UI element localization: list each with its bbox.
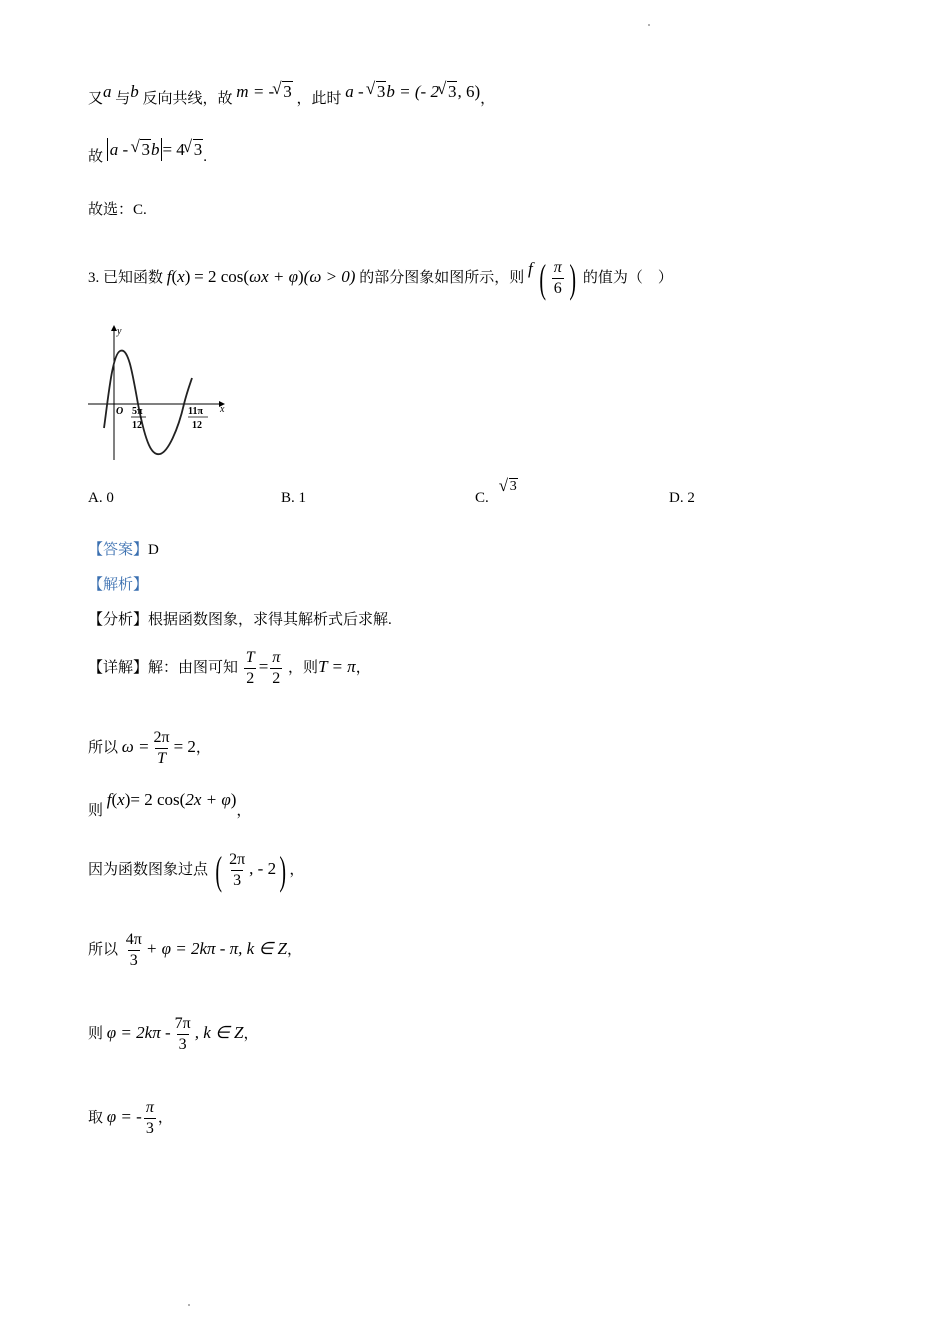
x-axis-label: x xyxy=(220,404,225,415)
question-3: 3. 已知函数 f(x) = 2 cos(ωx + φ)(ω > 0) 的部分图象如图所示，则 f ( $\frac{\pi}{6}$ ) 的值为（ ） xyxy=(88,255,673,301)
fenxi-line: 【分析】根据函数图象，求得其解析式后求解. xyxy=(88,612,392,628)
option-b: B. 1 xyxy=(281,490,307,506)
option-d: D. 2 xyxy=(669,490,695,506)
analysis-label: 【解析】 xyxy=(88,577,149,593)
y-axis-label: y xyxy=(117,326,122,337)
line-collinear: 又a 与b 反向共线，故 m = -√ 3 ，此时 a - √ 3b = (- 2√ 3, 6)， xyxy=(88,88,495,109)
line-choice-c: 故选：C. xyxy=(88,202,147,218)
corner-dot xyxy=(648,24,650,26)
answer-line: 【答案】D xyxy=(88,542,159,558)
phi-choice-line: 取 φ = - $\frac{\pi}{3}$ ， xyxy=(88,1099,173,1137)
cosine-graph xyxy=(86,320,246,470)
origin-label: O xyxy=(116,406,124,417)
tick-11pi-den: 12 xyxy=(192,420,202,431)
point-line: 因为函数图象过点 ( $\frac{2\pi}{3}$ , - 2) ， xyxy=(88,847,305,893)
tick-5pi-num: 5π xyxy=(132,406,143,417)
xiangjie-line: 【详解】解：由图可知 $\frac{T}{2}$ = $\frac{\pi}{2}$ ，则T = π， xyxy=(88,649,371,687)
function-line: 则 f(x)= 2 cos(2x + φ)， xyxy=(88,790,252,819)
footer-dot xyxy=(188,1304,190,1306)
option-a: A. 0 xyxy=(88,490,114,506)
tick-11pi-num: 11π xyxy=(188,406,203,417)
option-c: C.√ 3 xyxy=(475,490,506,507)
tick-5pi-den: 12 xyxy=(132,420,142,431)
omega-line: 所以 ω = $\frac{2\pi}{T}$ = 2， xyxy=(88,729,211,767)
line-magnitude: 故 a - √ 3b = 4√ 3. xyxy=(88,146,207,167)
phase-eq-line: 所以 $\frac{4\pi}{3}$ + φ = 2kπ - π, k ∈ Z， xyxy=(88,931,303,969)
phi-general-line: 则 φ = 2kπ - $\frac{7\pi}{3}$ , k ∈ Z， xyxy=(88,1015,259,1053)
